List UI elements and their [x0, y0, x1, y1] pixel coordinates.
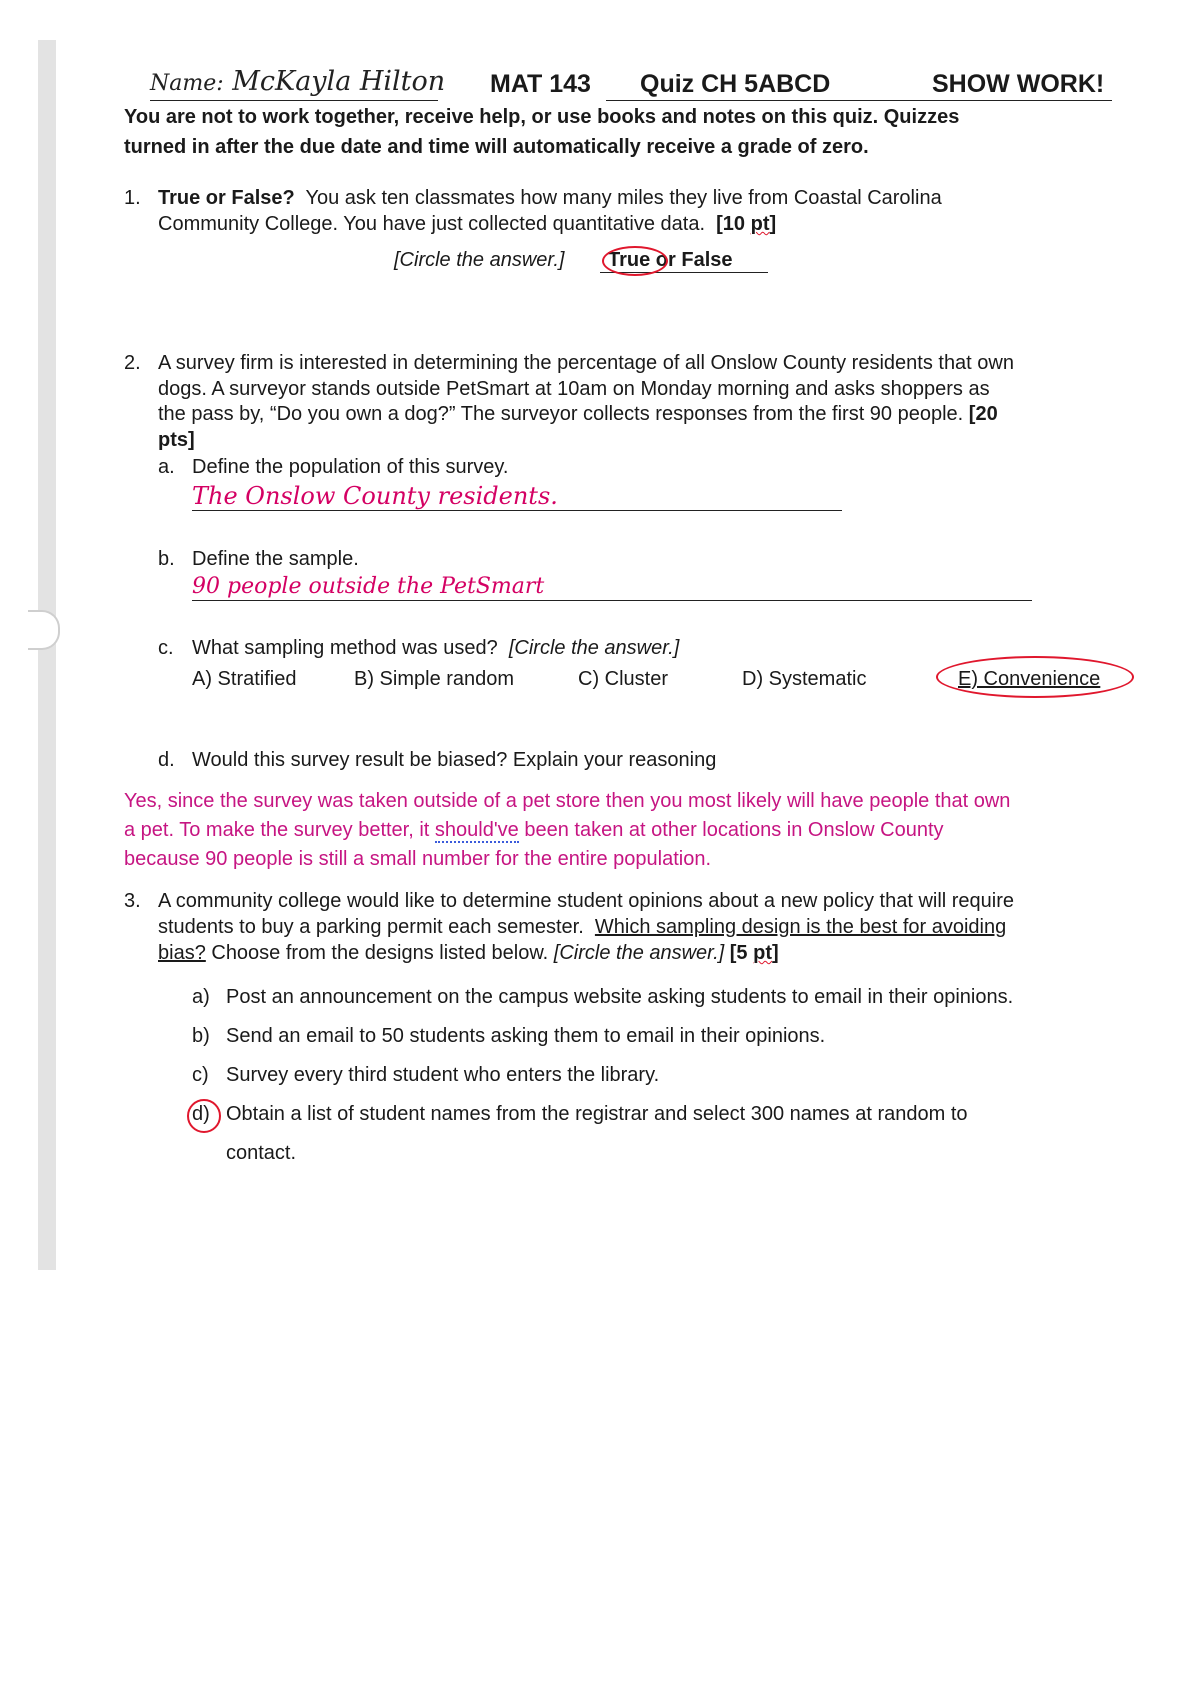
- q2b-answer: 90 people outside the PetSmart: [192, 574, 545, 599]
- q1-number: 1.: [124, 187, 141, 209]
- quiz-title: Quiz CH 5ABCD: [640, 70, 831, 98]
- q1-option-false[interactable]: or False: [650, 249, 733, 271]
- q2c-circle-prompt: [Circle the answer.]: [508, 637, 680, 659]
- q2d-label: d.: [158, 749, 175, 771]
- q2d-answer-line-2: [124, 819, 944, 842]
- q2-line-2: dogs. A surveyor stands outside PetSmart at 10am on Monday morning and asks shoppers as: [158, 378, 990, 400]
- q3-line-1: A community college would like to determine student opinions about a new policy that will require: [158, 890, 1015, 912]
- q2d-answer-2a: a pet. To make the survey better, it: [124, 819, 435, 841]
- q2d-answer-2b: should've: [434, 819, 519, 841]
- student-name: [150, 66, 445, 97]
- q2-points-start: [20: [968, 403, 998, 425]
- q2a-text: Define the population of this survey.: [192, 456, 509, 478]
- q2-line-3-text: the pass by, “Do you own a dog?” The surveyor collects responses from the first 90 people.: [158, 403, 964, 425]
- page-edge-notch: [28, 610, 60, 650]
- q2a-answer: The Onslow County residents.: [192, 482, 558, 510]
- q2d-answer-line-3: because 90 people is still a small number for the entire population.: [124, 848, 712, 870]
- course-title: MAT 143: [490, 70, 591, 98]
- q1-line-1: [158, 187, 942, 210]
- q3-bias: bias?: [158, 942, 206, 964]
- q1-text-1: You ask ten classmates how many miles they live from Coastal Carolina: [305, 187, 942, 209]
- q2c-text: [192, 637, 679, 660]
- q3-line-2-text: students to buy a parking permit each semester.: [158, 916, 584, 938]
- q3-option-c-label: c): [192, 1064, 209, 1086]
- q1-selected-circle: [602, 246, 668, 276]
- q2c-option-e[interactable]: E) Convenience: [958, 668, 1101, 690]
- q3-option-a[interactable]: Post an announcement on the campus website asking students to email in their opinions.: [226, 986, 1014, 1008]
- q3-option-d[interactable]: Obtain a list of student names from the registrar and select 300 names at random to: [226, 1103, 968, 1125]
- q3-selected-circle: [187, 1099, 221, 1133]
- q3-line-2-underlined: Which sampling design is the best for avoiding: [594, 916, 1007, 938]
- q2a-label: a.: [158, 456, 175, 478]
- q2c-label: c.: [158, 637, 174, 659]
- q3-option-d-cont: contact.: [226, 1142, 297, 1164]
- q2-points-end: pts]: [158, 429, 195, 451]
- name-value: McKayla Hilton: [232, 66, 446, 97]
- name-underline: [150, 100, 438, 101]
- q3-option-c[interactable]: Survey every third student who enters the library.: [226, 1064, 660, 1086]
- q3-number: 3.: [124, 890, 141, 912]
- q1-points-open: [10: [716, 213, 751, 235]
- q1-lead: True or False?: [158, 187, 295, 209]
- q2c-option-b[interactable]: B) Simple random: [354, 668, 515, 690]
- q3-line-3: [158, 942, 779, 965]
- q1-text-2: Community College. You have just collected quantitative data.: [158, 213, 706, 235]
- q2c-option-a[interactable]: A) Stratified: [192, 668, 297, 690]
- q3-points-unit: pt: [753, 942, 773, 964]
- q2c-option-d[interactable]: D) Systematic: [742, 668, 867, 690]
- header-underline: [606, 100, 1112, 101]
- q1-points: [716, 213, 776, 235]
- q3-option-a-label: a): [192, 986, 210, 1008]
- q2d-answer-2c: been taken at other locations in Onslow County: [518, 819, 944, 841]
- show-work-label: SHOW WORK!: [932, 70, 1105, 98]
- q3-circle-prompt: [Circle the answer.]: [553, 942, 725, 964]
- q1-circle-prompt: [Circle the answer.]: [394, 249, 565, 271]
- name-label: Name:: [150, 71, 224, 96]
- q3-option-d-label: d): [192, 1103, 210, 1125]
- q2d-text: Would this survey result be biased? Explain your reasoning: [192, 749, 717, 771]
- q2c-selected-circle: [936, 656, 1134, 698]
- q1-option-true[interactable]: True: [608, 249, 651, 271]
- q2c-option-c[interactable]: C) Cluster: [578, 668, 669, 690]
- q3-line-2: [158, 916, 1006, 939]
- q3-option-b[interactable]: Send an email to 50 students asking them to email in their opinions.: [226, 1025, 826, 1047]
- page-gutter: [38, 40, 56, 1270]
- q2-line-1: A survey firm is interested in determining the percentage of all Onslow County residents that own: [158, 352, 1014, 374]
- q2a-answer-line: [192, 510, 842, 511]
- q1-points-close: ]: [769, 213, 777, 235]
- q3-points: [724, 942, 778, 964]
- q2-number: 2.: [124, 352, 141, 374]
- q3-option-b-label: b): [192, 1025, 210, 1047]
- instructions-line-1: You are not to work together, receive help, or use books and notes on this quiz. Quizzes: [124, 106, 960, 128]
- q2b-answer-line: [192, 600, 1032, 601]
- q2c-question: What sampling method was used?: [192, 637, 498, 659]
- q3-choose: Choose from the designs listed below.: [205, 942, 554, 964]
- q3-points-close: ]: [772, 942, 779, 964]
- q1-points-unit: pt: [750, 213, 770, 235]
- q1-line-2: [158, 213, 776, 236]
- q2b-label: b.: [158, 548, 175, 570]
- instructions-line-2: turned in after the due date and time will automatically receive a grade of zero.: [124, 136, 869, 158]
- q2-line-3: [158, 403, 998, 426]
- q2b-text: Define the sample.: [192, 548, 359, 570]
- q3-points-open: [5: [724, 942, 754, 964]
- q2d-answer-line-1: Yes, since the survey was taken outside of a pet store then you most likely will have people that own: [124, 790, 1011, 812]
